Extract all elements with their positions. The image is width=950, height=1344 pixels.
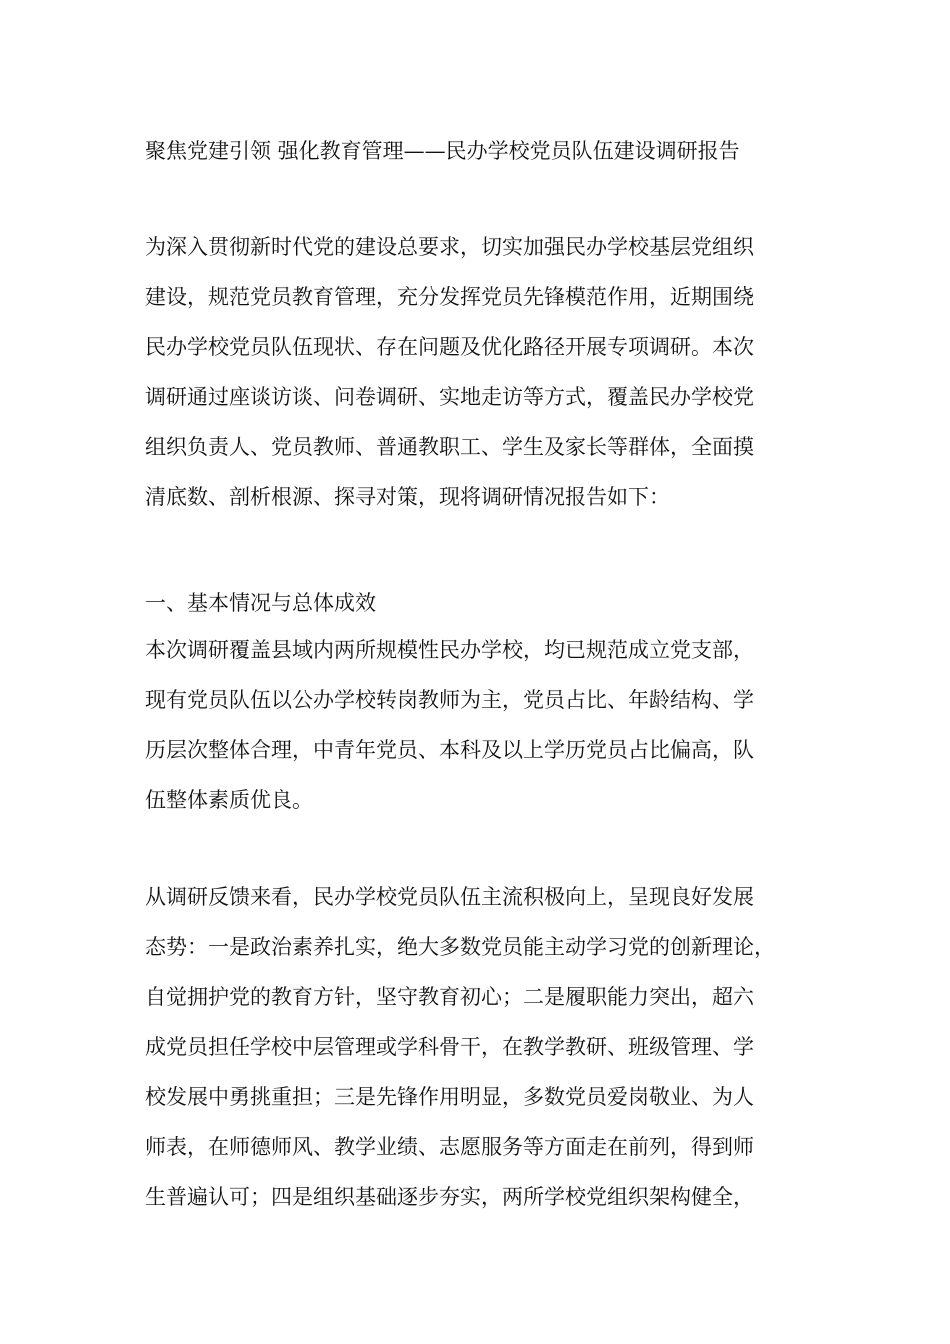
section1-paragraph [145, 625, 845, 825]
intro-paragraph [145, 222, 845, 522]
paragraph-line: 组织负责人、党员教师、普通教职工、学生及家长等群体，全面摸 [145, 435, 754, 459]
paragraph-line: 历层次整体合理，中青年党员、本科及以上学历党员占比偏高，队 [145, 738, 754, 762]
paragraph-line: 民办学校党员队伍现状、存在问题及优化路径开展专项调研。本次 [145, 335, 754, 359]
paragraph-line: 师表，在师德师风、教学业绩、志愿服务等方面走在前列，得到师 [145, 1135, 754, 1159]
paragraph-line: 建设，规范党员教育管理，充分发挥党员先锋模范作用，近期围绕 [145, 285, 754, 309]
report-title: 聚焦党建引领 强化教育管理——民办学校党员队伍建设调研报告 [145, 139, 740, 163]
paragraph-line: 伍整体素质优良。 [145, 788, 313, 812]
section-heading: 一、基本情况与总体成效 [145, 591, 376, 615]
paragraph-line: 清底数、剖析根源、探寻对策，现将调研情况报告如下： [145, 485, 670, 509]
paragraph-line: 生普遍认可；四是组织基础逐步夯实，两所学校党组织架构健全， [145, 1185, 754, 1209]
paragraph-line: 校发展中勇挑重担；三是先锋作用明显，多数党员爱岗敬业、为人 [145, 1085, 754, 1109]
paragraph-line: 调研通过座谈访谈、问卷调研、实地走访等方式，覆盖民办学校党 [145, 385, 754, 409]
paragraph-line: 态势：一是政治素养扎实，绝大多数党员能主动学习党的创新理论， [145, 935, 775, 959]
paragraph-line: 成党员担任学校中层管理或学科骨干，在教学教研、班级管理、学 [145, 1035, 754, 1059]
paragraph-line: 现有党员队伍以公办学校转岗教师为主，党员占比、年龄结构、学 [145, 688, 754, 712]
feedback-paragraph [145, 872, 845, 1222]
paragraph-line: 为深入贯彻新时代党的建设总要求，切实加强民办学校基层党组织 [145, 235, 754, 259]
paragraph-line: 从调研反馈来看，民办学校党员队伍主流积极向上，呈现良好发展 [145, 885, 754, 909]
paragraph-line: 自觉拥护党的教育方针，坚守教育初心；二是履职能力突出，超六 [145, 985, 754, 1009]
paragraph-line: 本次调研覆盖县域内两所规模性民办学校，均已规范成立党支部， [145, 638, 754, 662]
